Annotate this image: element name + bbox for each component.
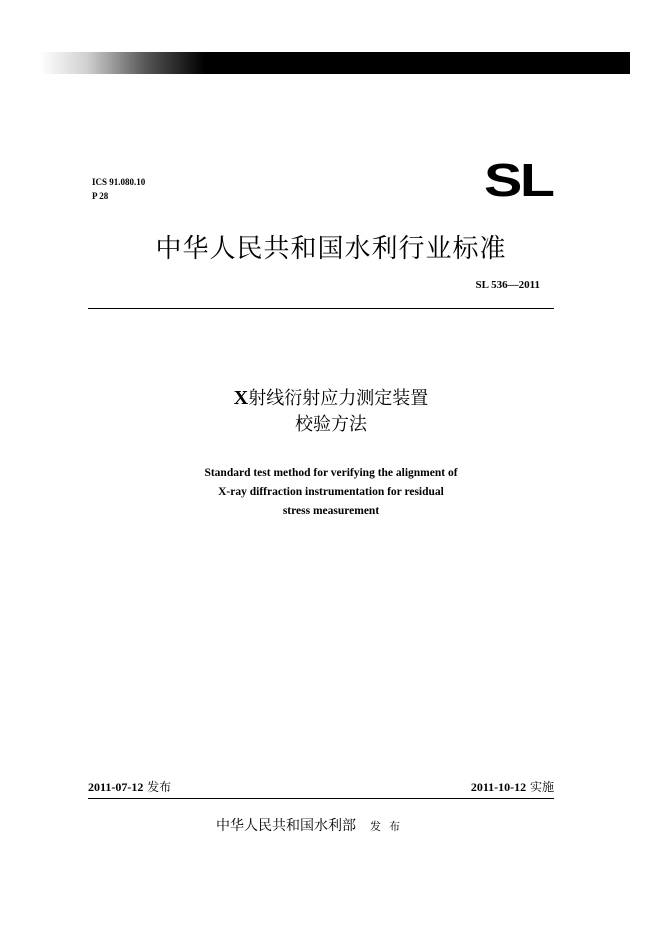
english-title-line-3: stress measurement xyxy=(282,505,380,517)
publisher-name: 中华人民共和国水利部 xyxy=(216,818,356,834)
publisher-action: 发布 xyxy=(370,820,408,833)
category-code: P 28 xyxy=(92,191,109,201)
divider-top xyxy=(88,308,554,309)
english-title-line-2: X-ray diffraction instrumentation for residual xyxy=(218,486,444,498)
chinese-title-prefix: X xyxy=(233,387,249,409)
publisher xyxy=(216,815,408,835)
implementation-date-value: 2011-10-12 xyxy=(470,780,527,794)
standard-number: SL 536—2011 xyxy=(475,279,540,291)
chinese-title-line-1 xyxy=(0,385,662,412)
divider-bottom xyxy=(88,798,554,799)
header-decorative-bar xyxy=(40,52,630,74)
issue-date-value: 2011-07-12 xyxy=(88,780,144,794)
implementation-date xyxy=(471,778,554,795)
standard-category-title: 中华人民共和国水利行业标准 xyxy=(155,234,507,264)
chinese-title-line-1-text: 射线衍射应力测定装置 xyxy=(248,388,429,409)
issue-date-label: 发布 xyxy=(147,780,172,794)
sl-logo: SL xyxy=(484,154,553,206)
implementation-date-label: 实施 xyxy=(529,780,554,794)
chinese-title xyxy=(0,385,662,438)
classification-codes xyxy=(92,175,145,203)
english-title-line-1: Standard test method for verifying the alignment of xyxy=(204,467,458,479)
issue-date xyxy=(88,778,171,795)
chinese-title-line-2: 校验方法 xyxy=(295,414,367,435)
english-title xyxy=(0,464,662,521)
ics-code: ICS 91.080.10 xyxy=(92,177,146,187)
